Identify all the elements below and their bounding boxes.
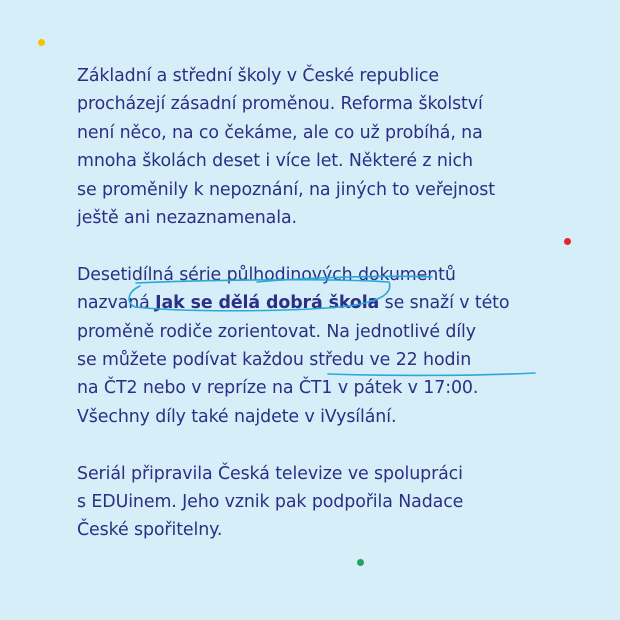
text-fragment: se snaží v této bbox=[379, 293, 510, 314]
text-line: na ČT2 nebo v repríze na ČT1 v pátek v 17:00. bbox=[77, 378, 479, 399]
text-line: Desetidílná série půlhodinových dokumentů bbox=[77, 264, 456, 285]
text-line: Seriál připravila Česká televize ve spolupráci bbox=[77, 463, 463, 484]
text-line: proměně rodiče zorientovat. Na jednotlivé díly bbox=[77, 321, 476, 342]
text-line: České spořitelny. bbox=[77, 520, 223, 541]
text-line: s EDUinem. Jeho vznik pak podpořila Nadace bbox=[77, 492, 464, 513]
text-line: ještě ani nezaznamenala. bbox=[77, 208, 297, 229]
green-dot-decoration bbox=[357, 559, 364, 566]
paragraph-intro bbox=[77, 62, 577, 232]
body-text bbox=[77, 62, 577, 545]
text-line: mnoha školách deset i více let. Některé z nich bbox=[77, 151, 473, 172]
series-title: Jak se dělá dobrá škola bbox=[155, 293, 380, 314]
text-line: Všechny díly také najdete v iVysílání. bbox=[77, 406, 397, 427]
text-line: Základní a střední školy v České republice bbox=[77, 66, 439, 86]
text-line: se proměnily k nepoznání, na jiných to veřejnost bbox=[77, 179, 495, 200]
text-fragment: nazvaná bbox=[77, 293, 156, 314]
yellow-dot-decoration bbox=[38, 39, 45, 46]
text-line: se můžete podívat každou středu ve 22 hodin bbox=[77, 350, 472, 371]
text-line-with-title bbox=[77, 289, 577, 317]
text-line: není něco, na co čekáme, ale co už probíhá, na bbox=[77, 122, 483, 143]
paragraph-series bbox=[77, 261, 577, 431]
text-line: procházejí zásadní proměnou. Reforma školství bbox=[77, 94, 483, 115]
paragraph-credits bbox=[77, 460, 577, 545]
